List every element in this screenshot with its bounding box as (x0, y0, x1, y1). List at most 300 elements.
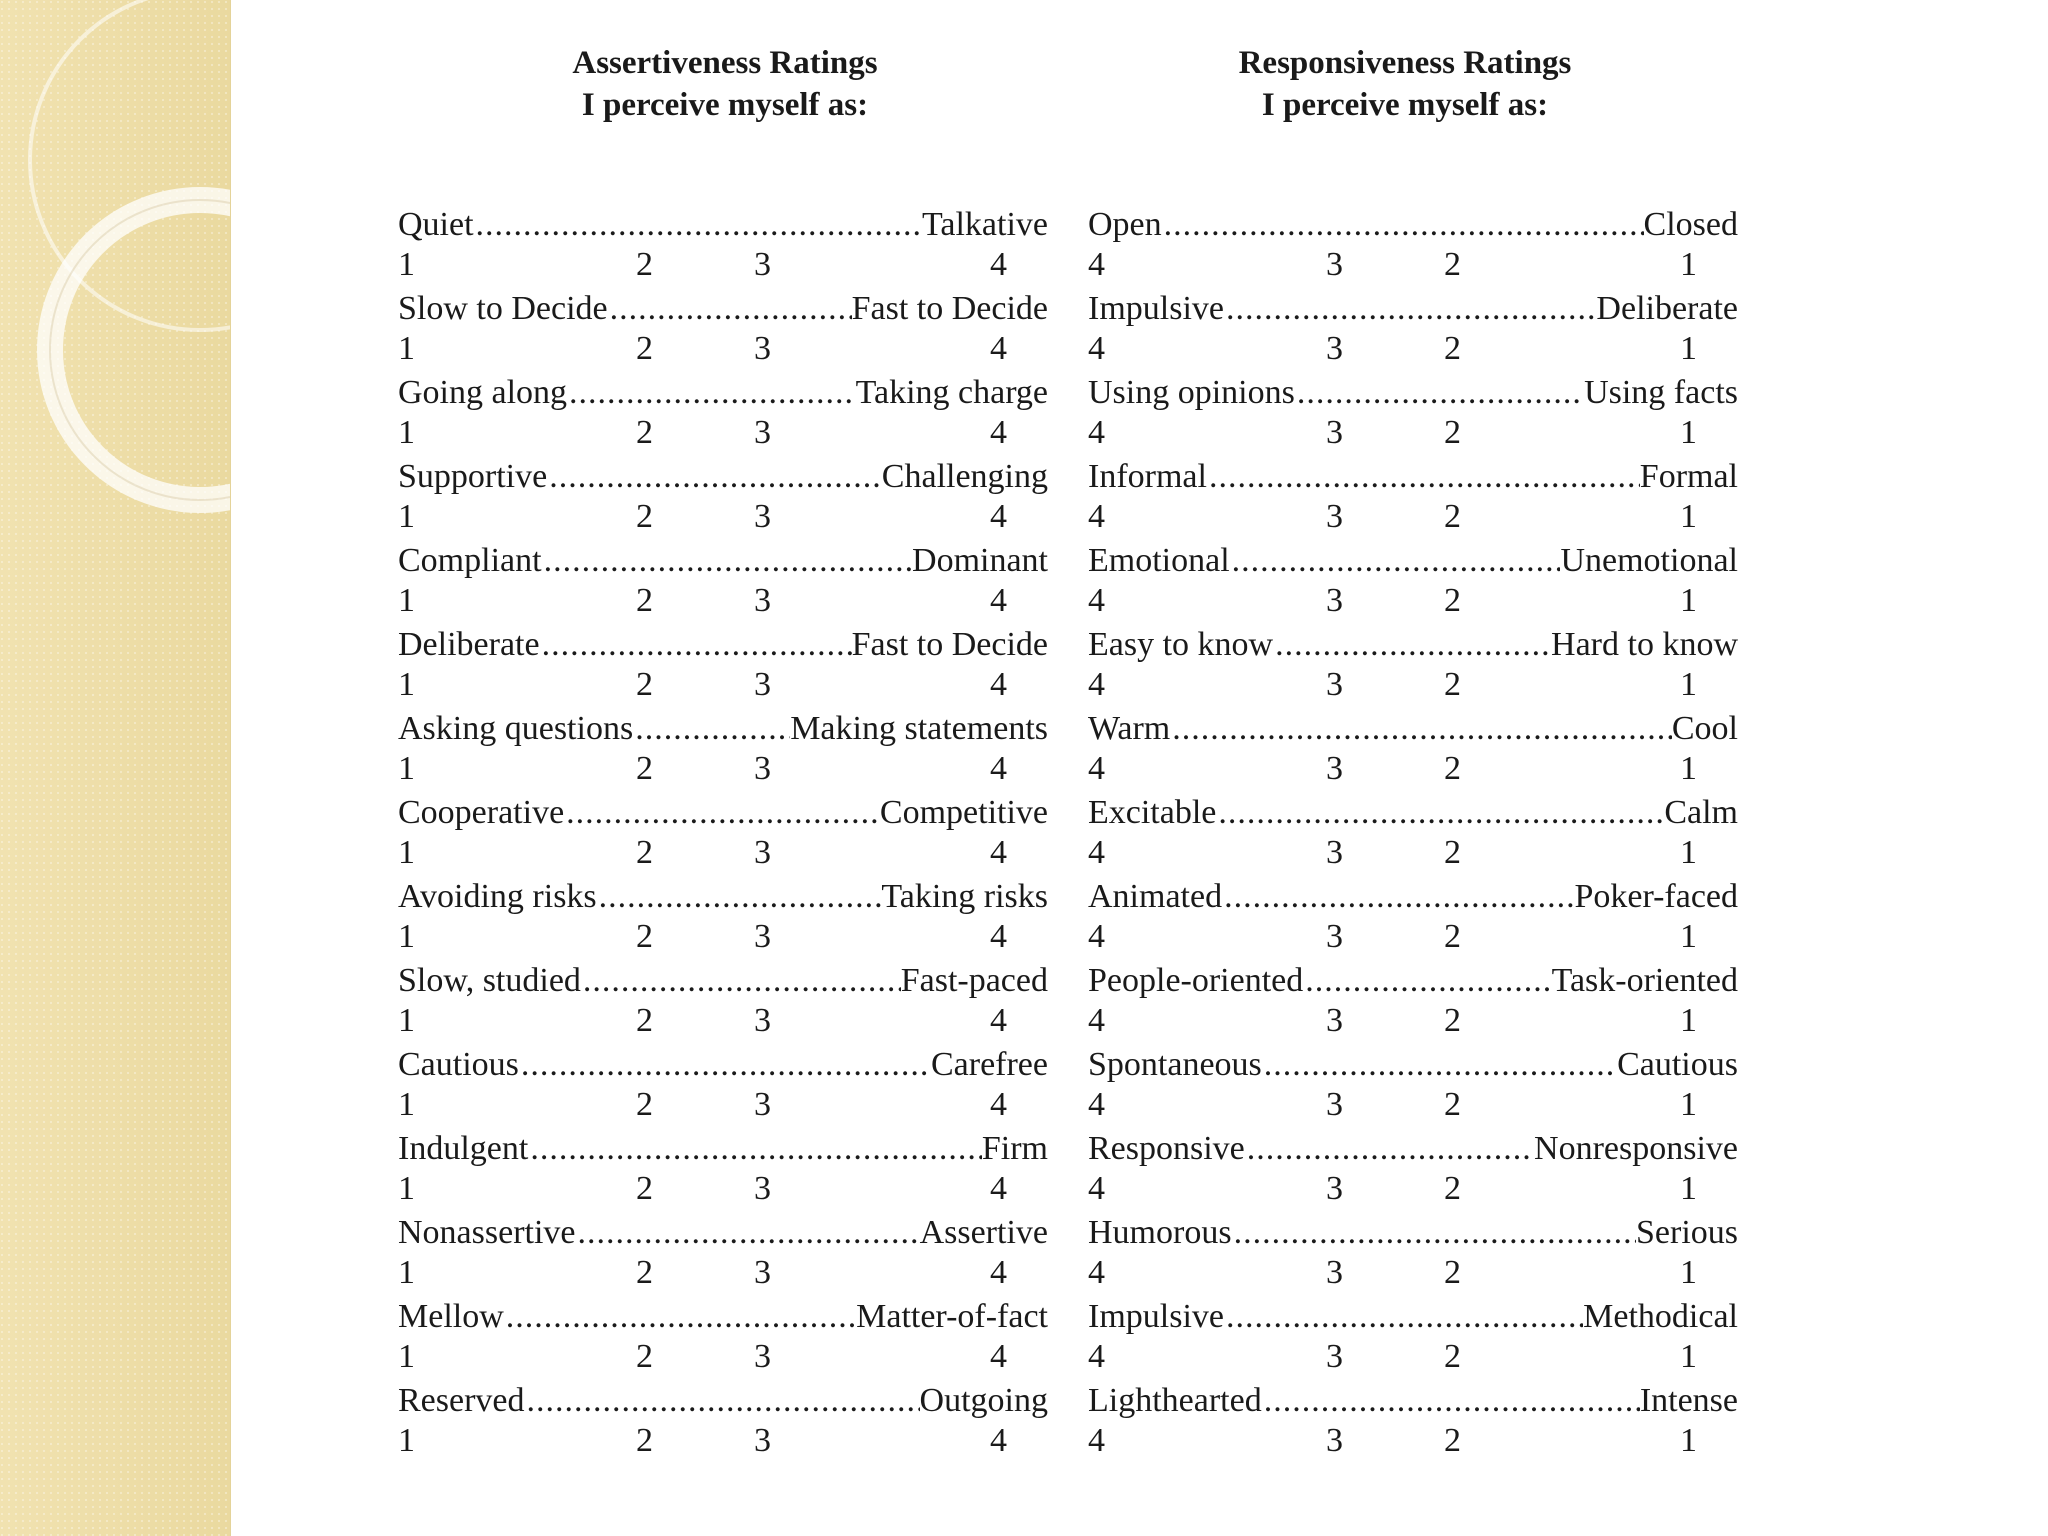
scale-option[interactable]: 2 (636, 918, 653, 955)
responsiveness-left-label: Spontaneous (1088, 1046, 1262, 1083)
scale-option[interactable]: 4 (990, 1086, 1007, 1123)
scale-option[interactable]: 2 (1444, 498, 1461, 535)
assertiveness-right-label: Competitive (879, 794, 1048, 831)
scale-option[interactable]: 3 (754, 750, 771, 787)
responsiveness-scale-row (1088, 1422, 1738, 1464)
assertiveness-label-row (398, 372, 1048, 414)
assertiveness-left-label: Indulgent (398, 1130, 529, 1167)
assertiveness-scale-row (398, 582, 1048, 624)
responsiveness-left-label: Open (1088, 206, 1162, 243)
assertiveness-item (398, 204, 1048, 288)
scale-option[interactable]: 1 (398, 1338, 415, 1375)
dot-leader (1303, 960, 1551, 1002)
assertiveness-item (398, 624, 1048, 708)
assertiveness-item (398, 540, 1048, 624)
scale-option[interactable]: 1 (1680, 1086, 1697, 1123)
responsiveness-scale-row (1088, 918, 1738, 960)
assertiveness-item (398, 1380, 1048, 1464)
assertiveness-label-row (398, 876, 1048, 918)
responsiveness-scale-row (1088, 1170, 1738, 1212)
responsiveness-scale-row (1088, 414, 1738, 456)
assertiveness-item (398, 1128, 1048, 1212)
dot-leader (1295, 372, 1584, 414)
scale-option[interactable]: 2 (1444, 582, 1461, 619)
scale-option[interactable]: 3 (1326, 330, 1343, 367)
scale-option[interactable]: 3 (1326, 1422, 1343, 1459)
assertiveness-title: Assertiveness Ratings (572, 45, 878, 81)
responsiveness-left-label: Emotional (1088, 542, 1230, 579)
scale-option[interactable]: 4 (1088, 918, 1105, 955)
scale-option[interactable]: 3 (1326, 1002, 1343, 1039)
responsiveness-scale-row (1088, 834, 1738, 876)
responsiveness-item (1088, 876, 1738, 960)
assertiveness-right-label: Making statements (790, 710, 1048, 747)
responsiveness-scale-row (1088, 1086, 1738, 1128)
responsiveness-label-row (1088, 288, 1738, 330)
responsiveness-label-row (1088, 1296, 1738, 1338)
scale-option[interactable]: 1 (1680, 1254, 1697, 1291)
scale-option[interactable]: 4 (990, 666, 1007, 703)
assertiveness-scale-row (398, 918, 1048, 960)
scale-option[interactable]: 1 (398, 834, 415, 871)
assertiveness-scale-row (398, 1002, 1048, 1044)
dot-leader (1222, 876, 1574, 918)
responsiveness-right-label: Unemotional (1560, 542, 1738, 579)
responsiveness-right-label: Methodical (1583, 1298, 1738, 1335)
scale-option[interactable]: 2 (636, 834, 653, 871)
scale-option[interactable]: 2 (636, 1338, 653, 1375)
dot-leader (1224, 1296, 1583, 1338)
scale-option[interactable]: 3 (754, 1002, 771, 1039)
scale-option[interactable]: 3 (754, 582, 771, 619)
responsiveness-scale-row (1088, 1338, 1738, 1380)
scale-option[interactable]: 2 (1444, 1338, 1461, 1375)
dot-leader (567, 372, 856, 414)
assertiveness-label-row (398, 1044, 1048, 1086)
responsiveness-scale-row (1088, 330, 1738, 372)
scale-option[interactable]: 3 (1326, 918, 1343, 955)
assertiveness-label-row (398, 1128, 1048, 1170)
assertiveness-scale-row (398, 1086, 1048, 1128)
assertiveness-left-label: Reserved (398, 1382, 525, 1419)
assertiveness-right-label: Taking charge (855, 374, 1048, 411)
scale-option[interactable]: 1 (398, 330, 415, 367)
responsiveness-scale-row (1088, 582, 1738, 624)
scale-option[interactable]: 4 (1088, 1422, 1105, 1459)
scale-option[interactable]: 4 (1088, 1170, 1105, 1207)
assertiveness-left-label: Deliberate (398, 626, 540, 663)
responsiveness-left-label: Humorous (1088, 1214, 1232, 1251)
scale-option[interactable]: 2 (636, 1002, 653, 1039)
scale-option[interactable]: 1 (1680, 1002, 1697, 1039)
assertiveness-left-label: Supportive (398, 458, 548, 495)
scale-option[interactable]: 4 (990, 1002, 1007, 1039)
responsiveness-left-label: Impulsive (1088, 1298, 1224, 1335)
scale-option[interactable]: 3 (1326, 582, 1343, 619)
responsiveness-item (1088, 540, 1738, 624)
responsiveness-right-label: Formal (1639, 458, 1738, 495)
scale-option[interactable]: 2 (636, 1086, 653, 1123)
scale-option[interactable]: 4 (990, 1422, 1007, 1459)
scale-option[interactable]: 2 (636, 750, 653, 787)
assertiveness-right-label: Carefree (930, 1046, 1048, 1083)
assertiveness-left-label: Quiet (398, 206, 474, 243)
scale-option[interactable]: 1 (398, 498, 415, 535)
scale-option[interactable]: 1 (1680, 750, 1697, 787)
assertiveness-scale-row (398, 1254, 1048, 1296)
scale-option[interactable]: 3 (754, 1170, 771, 1207)
scale-option[interactable]: 2 (1444, 750, 1461, 787)
responsiveness-right-label: Using facts (1584, 374, 1738, 411)
assertiveness-left-label: Cautious (398, 1046, 519, 1083)
scale-option[interactable]: 3 (754, 330, 771, 367)
dot-leader (1245, 1128, 1534, 1170)
scale-option[interactable]: 4 (990, 918, 1007, 955)
responsiveness-item (1088, 1044, 1738, 1128)
scale-option[interactable]: 1 (398, 582, 415, 619)
assertiveness-right-label: Outgoing (919, 1382, 1048, 1419)
responsiveness-item (1088, 288, 1738, 372)
responsiveness-item (1088, 456, 1738, 540)
responsiveness-label-row (1088, 204, 1738, 246)
assertiveness-item (398, 372, 1048, 456)
scale-option[interactable]: 3 (1326, 666, 1343, 703)
assertiveness-label-row (398, 288, 1048, 330)
assertiveness-scale-row (398, 1422, 1048, 1464)
assertiveness-label-row (398, 792, 1048, 834)
assertiveness-left-label: Going along (398, 374, 568, 411)
scale-option[interactable]: 4 (1088, 1338, 1105, 1375)
scale-option[interactable]: 3 (754, 834, 771, 871)
decorative-sidebar (0, 0, 231, 1536)
scale-option[interactable]: 2 (636, 666, 653, 703)
assertiveness-scale-row (398, 498, 1048, 540)
responsiveness-item (1088, 1212, 1738, 1296)
scale-option[interactable]: 3 (754, 1422, 771, 1459)
scale-option[interactable]: 2 (1444, 1422, 1461, 1459)
scale-option[interactable]: 1 (398, 1002, 415, 1039)
responsiveness-right-label: Deliberate (1596, 290, 1738, 327)
assertiveness-scale-row (398, 330, 1048, 372)
assertiveness-label-row (398, 540, 1048, 582)
responsiveness-label-row (1088, 456, 1738, 498)
scale-option[interactable]: 4 (990, 1170, 1007, 1207)
assertiveness-label-row (398, 204, 1048, 246)
assertiveness-left-label: Slow, studied (398, 962, 581, 999)
assertiveness-scale-row (398, 246, 1048, 288)
scale-option[interactable]: 3 (754, 1086, 771, 1123)
scale-option[interactable]: 4 (990, 1254, 1007, 1291)
scale-option[interactable]: 1 (1680, 918, 1697, 955)
scale-option[interactable]: 1 (398, 666, 415, 703)
assertiveness-item (398, 960, 1048, 1044)
scale-option[interactable]: 4 (990, 834, 1007, 871)
scale-option[interactable]: 1 (1680, 1170, 1697, 1207)
scale-option[interactable]: 3 (754, 666, 771, 703)
assertiveness-list (398, 204, 1048, 1464)
responsiveness-subtitle: I perceive myself as: (1261, 87, 1549, 123)
assertiveness-right-label: Fast to Decide (851, 626, 1048, 663)
responsiveness-left-label: Informal (1088, 458, 1207, 495)
scale-option[interactable]: 2 (636, 1254, 653, 1291)
assertiveness-right-label: Matter-of-fact (856, 1298, 1048, 1335)
responsiveness-item (1088, 1380, 1738, 1464)
dot-leader (528, 1128, 982, 1170)
scale-option[interactable]: 2 (636, 1422, 653, 1459)
dot-leader (542, 540, 912, 582)
dot-leader (1230, 540, 1561, 582)
responsiveness-right-label: Hard to know (1551, 626, 1738, 663)
scale-option[interactable]: 4 (990, 582, 1007, 619)
scale-option[interactable]: 2 (636, 414, 653, 451)
ring-thick (50, 200, 230, 500)
scale-option[interactable]: 2 (1444, 666, 1461, 703)
scale-option[interactable]: 2 (1444, 1086, 1461, 1123)
responsiveness-heading (1075, 42, 1735, 126)
assertiveness-left-label: Mellow (398, 1298, 504, 1335)
dot-leader (1162, 204, 1644, 246)
responsiveness-label-row (1088, 708, 1738, 750)
scale-option[interactable]: 1 (1680, 582, 1697, 619)
scale-option[interactable]: 4 (1088, 498, 1105, 535)
dot-leader (576, 1212, 920, 1254)
dot-leader (1170, 708, 1672, 750)
scale-option[interactable]: 1 (1680, 666, 1697, 703)
scale-option[interactable]: 2 (636, 498, 653, 535)
scale-option[interactable]: 3 (754, 414, 771, 451)
responsiveness-label-row (1088, 372, 1738, 414)
responsiveness-right-label: Closed (1643, 206, 1738, 243)
scale-option[interactable]: 4 (1088, 666, 1105, 703)
responsiveness-label-row (1088, 960, 1738, 1002)
responsiveness-left-label: Lighthearted (1088, 1382, 1262, 1419)
scale-option[interactable]: 4 (990, 498, 1007, 535)
scale-option[interactable]: 3 (1326, 498, 1343, 535)
responsiveness-right-label: Intense (1639, 1382, 1738, 1419)
scale-option[interactable]: 2 (1444, 834, 1461, 871)
assertiveness-left-label: Asking questions (398, 710, 634, 747)
responsiveness-left-label: Easy to know (1088, 626, 1274, 663)
scale-option[interactable]: 1 (398, 1170, 415, 1207)
scale-option[interactable]: 4 (1088, 1002, 1105, 1039)
assertiveness-scale-row (398, 834, 1048, 876)
scale-option[interactable]: 3 (1326, 1338, 1343, 1375)
scale-option[interactable]: 2 (1444, 918, 1461, 955)
scale-option[interactable]: 3 (1326, 414, 1343, 451)
assertiveness-item (398, 708, 1048, 792)
scale-option[interactable]: 2 (1444, 330, 1461, 367)
assertiveness-left-label: Avoiding risks (398, 878, 597, 915)
responsiveness-right-label: Task-oriented (1551, 962, 1738, 999)
assertiveness-right-label: Challenging (881, 458, 1048, 495)
scale-option[interactable]: 1 (1680, 834, 1697, 871)
responsiveness-scale-row (1088, 750, 1738, 792)
assertiveness-item (398, 1296, 1048, 1380)
scale-option[interactable]: 3 (1326, 246, 1343, 283)
scale-option[interactable]: 3 (754, 918, 771, 955)
scale-option[interactable]: 1 (1680, 498, 1697, 535)
scale-option[interactable]: 3 (1326, 1086, 1343, 1123)
scale-option[interactable]: 2 (1444, 246, 1461, 283)
responsiveness-label-row (1088, 876, 1738, 918)
dot-leader (1262, 1044, 1617, 1086)
scale-option[interactable]: 1 (1680, 414, 1697, 451)
dot-leader (581, 960, 901, 1002)
scale-option[interactable]: 2 (1444, 1254, 1461, 1291)
assertiveness-label-row (398, 1212, 1048, 1254)
scale-option[interactable]: 3 (1326, 750, 1343, 787)
responsiveness-label-row (1088, 1380, 1738, 1422)
assertiveness-scale-row (398, 414, 1048, 456)
responsiveness-right-label: Serious (1636, 1214, 1738, 1251)
responsiveness-scale-row (1088, 1002, 1738, 1044)
scale-option[interactable]: 4 (990, 750, 1007, 787)
assertiveness-left-label: Cooperative (398, 794, 565, 831)
scale-option[interactable]: 3 (754, 246, 771, 283)
scale-option[interactable]: 4 (1088, 834, 1105, 871)
scale-option[interactable]: 2 (636, 330, 653, 367)
scale-option[interactable]: 4 (1088, 414, 1105, 451)
scale-option[interactable]: 1 (1680, 1422, 1697, 1459)
scale-option[interactable]: 3 (1326, 1170, 1343, 1207)
responsiveness-item (1088, 204, 1738, 288)
decorative-rings (0, 0, 230, 1536)
scale-option[interactable]: 2 (1444, 1002, 1461, 1039)
dot-leader (1216, 792, 1664, 834)
scale-option[interactable]: 4 (1088, 750, 1105, 787)
dot-leader (608, 288, 852, 330)
responsiveness-list (1088, 204, 1738, 1464)
assertiveness-item (398, 1212, 1048, 1296)
dot-leader (504, 1296, 856, 1338)
dot-leader (1207, 456, 1640, 498)
dot-leader (519, 1044, 931, 1086)
dot-leader (474, 204, 922, 246)
dot-leader (1262, 1380, 1640, 1422)
responsiveness-right-label: Cool (1671, 710, 1738, 747)
assertiveness-label-row (398, 1380, 1048, 1422)
scale-option[interactable]: 1 (398, 918, 415, 955)
assertiveness-label-row (398, 456, 1048, 498)
responsiveness-item (1088, 960, 1738, 1044)
assertiveness-right-label: Fast to Decide (851, 290, 1048, 327)
responsiveness-item (1088, 1296, 1738, 1380)
responsiveness-right-label: Cautious (1617, 1046, 1738, 1083)
assertiveness-heading (395, 42, 1055, 126)
scale-option[interactable]: 1 (398, 1422, 415, 1459)
scale-option[interactable]: 2 (636, 582, 653, 619)
scale-option[interactable]: 1 (398, 1086, 415, 1123)
responsiveness-right-label: Calm (1664, 794, 1738, 831)
scale-option[interactable]: 3 (754, 1338, 771, 1375)
responsiveness-label-row (1088, 540, 1738, 582)
responsiveness-left-label: Using opinions (1088, 374, 1295, 411)
scale-option[interactable]: 3 (1326, 834, 1343, 871)
scale-option[interactable]: 4 (1088, 1086, 1105, 1123)
scale-option[interactable]: 2 (1444, 1170, 1461, 1207)
assertiveness-label-row (398, 960, 1048, 1002)
assertiveness-right-label: Taking risks (881, 878, 1048, 915)
dot-leader (547, 456, 882, 498)
responsiveness-scale-row (1088, 498, 1738, 540)
scale-option[interactable]: 1 (1680, 246, 1697, 283)
scale-option[interactable]: 2 (1444, 414, 1461, 451)
assertiveness-scale-row (398, 666, 1048, 708)
scale-option[interactable]: 4 (990, 414, 1007, 451)
scale-option[interactable]: 4 (990, 1338, 1007, 1375)
responsiveness-item (1088, 372, 1738, 456)
dot-leader (564, 792, 880, 834)
scale-option[interactable]: 4 (990, 330, 1007, 367)
scale-option[interactable]: 4 (1088, 330, 1105, 367)
responsiveness-scale-row (1088, 1254, 1738, 1296)
responsiveness-item (1088, 792, 1738, 876)
assertiveness-scale-row (398, 1338, 1048, 1380)
assertiveness-left-label: Slow to Decide (398, 290, 608, 327)
assertiveness-right-label: Firm (981, 1130, 1048, 1167)
assertiveness-item (398, 876, 1048, 960)
scale-option[interactable]: 4 (1088, 582, 1105, 619)
responsiveness-item (1088, 708, 1738, 792)
scale-option[interactable]: 3 (1326, 1254, 1343, 1291)
assertiveness-item (398, 792, 1048, 876)
assertiveness-right-label: Talkative (921, 206, 1048, 243)
responsiveness-left-label: Excitable (1088, 794, 1217, 831)
assertiveness-item (398, 1044, 1048, 1128)
assertiveness-label-row (398, 1296, 1048, 1338)
scale-option[interactable]: 3 (754, 498, 771, 535)
responsiveness-label-row (1088, 624, 1738, 666)
scale-option[interactable]: 3 (754, 1254, 771, 1291)
scale-option[interactable]: 1 (398, 246, 415, 283)
responsiveness-left-label: Responsive (1088, 1130, 1245, 1167)
assertiveness-left-label: Nonassertive (398, 1214, 576, 1251)
scale-option[interactable]: 1 (398, 414, 415, 451)
dot-leader (540, 624, 852, 666)
assertiveness-right-label: Assertive (919, 1214, 1048, 1251)
responsiveness-left-label: Warm (1088, 710, 1171, 747)
responsiveness-right-label: Nonresponsive (1534, 1130, 1738, 1167)
assertiveness-right-label: Fast-paced (900, 962, 1048, 999)
responsiveness-item (1088, 624, 1738, 708)
responsiveness-left-label: Animated (1088, 878, 1223, 915)
dot-leader (1224, 288, 1596, 330)
assertiveness-scale-row (398, 1170, 1048, 1212)
responsiveness-scale-row (1088, 666, 1738, 708)
responsiveness-label-row (1088, 792, 1738, 834)
scale-option[interactable]: 2 (636, 1170, 653, 1207)
scale-option[interactable]: 4 (990, 246, 1007, 283)
scale-option[interactable]: 1 (398, 750, 415, 787)
scale-option[interactable]: 1 (398, 1254, 415, 1291)
responsiveness-title: Responsiveness Ratings (1238, 45, 1572, 81)
responsiveness-left-label: Impulsive (1088, 290, 1224, 327)
scale-option[interactable]: 1 (1680, 1338, 1697, 1375)
scale-option[interactable]: 2 (636, 246, 653, 283)
scale-option[interactable]: 4 (1088, 246, 1105, 283)
dot-leader (525, 1380, 920, 1422)
responsiveness-right-label: Poker-faced (1574, 878, 1738, 915)
dot-leader (597, 876, 882, 918)
scale-option[interactable]: 1 (1680, 330, 1697, 367)
dot-leader (633, 708, 790, 750)
assertiveness-label-row (398, 624, 1048, 666)
assertiveness-left-label: Compliant (398, 542, 542, 579)
assertiveness-right-label: Dominant (912, 542, 1048, 579)
responsiveness-left-label: People-oriented (1088, 962, 1304, 999)
scale-option[interactable]: 4 (1088, 1254, 1105, 1291)
assertiveness-label-row (398, 708, 1048, 750)
